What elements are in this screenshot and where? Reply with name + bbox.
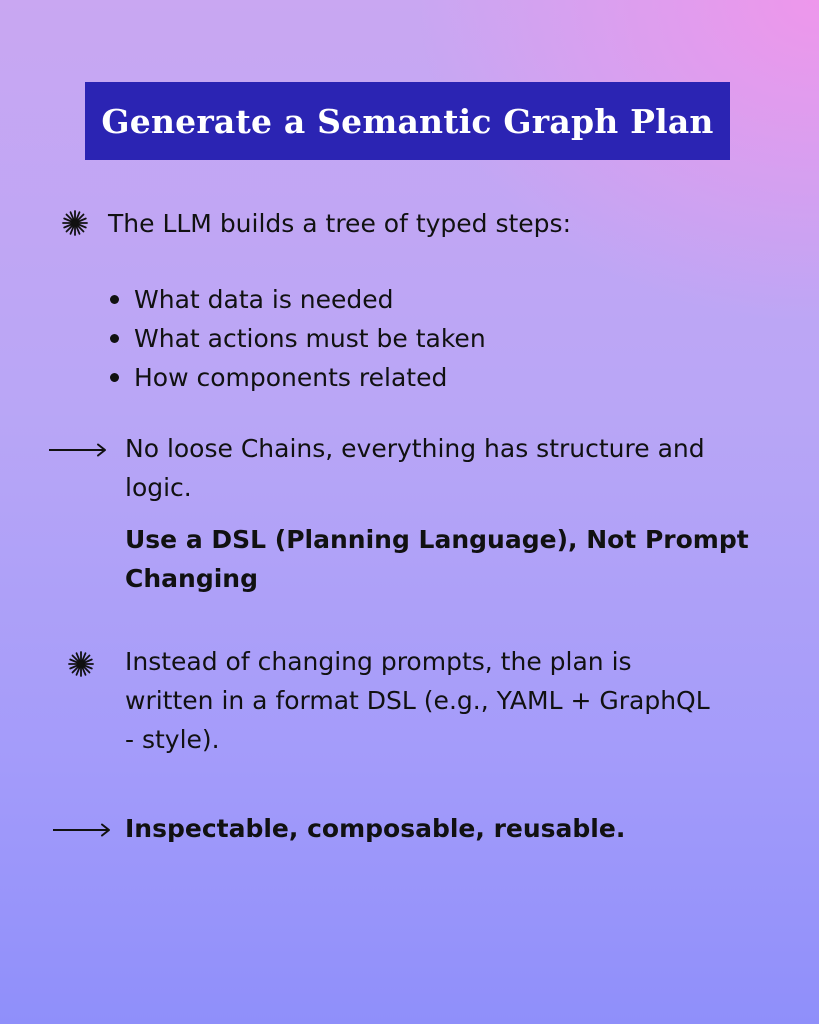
- list-item: What data is needed: [108, 280, 486, 319]
- typed-steps-list: [108, 280, 486, 397]
- point1-line1: No loose Chains, everything has structure and: [125, 434, 705, 463]
- title-banner: [85, 82, 730, 160]
- point1-line2: logic.: [125, 473, 192, 502]
- list-item: What actions must be taken: [108, 319, 486, 358]
- section2-line2: written in a format DSL (e.g., YAML + GraphQL: [125, 686, 710, 715]
- dsl-heading-line1: Use a DSL (Planning Language), Not Prompt: [125, 525, 749, 554]
- right-arrow-icon: [52, 823, 112, 837]
- dsl-heading-line2: Changing: [125, 564, 258, 593]
- page-title: Generate a Semantic Graph Plan: [101, 101, 714, 141]
- section1-intro: The LLM builds a tree of typed steps:: [108, 209, 572, 238]
- right-arrow-icon: [48, 443, 108, 457]
- sparkle-star-icon: [62, 210, 88, 236]
- section2-line1: Instead of changing prompts, the plan is: [125, 647, 632, 676]
- list-item: How components related: [108, 358, 486, 397]
- section2-line3: - style).: [125, 725, 220, 754]
- sparkle-star-icon: [68, 651, 94, 677]
- point2-text: Inspectable, composable, reusable.: [125, 814, 626, 843]
